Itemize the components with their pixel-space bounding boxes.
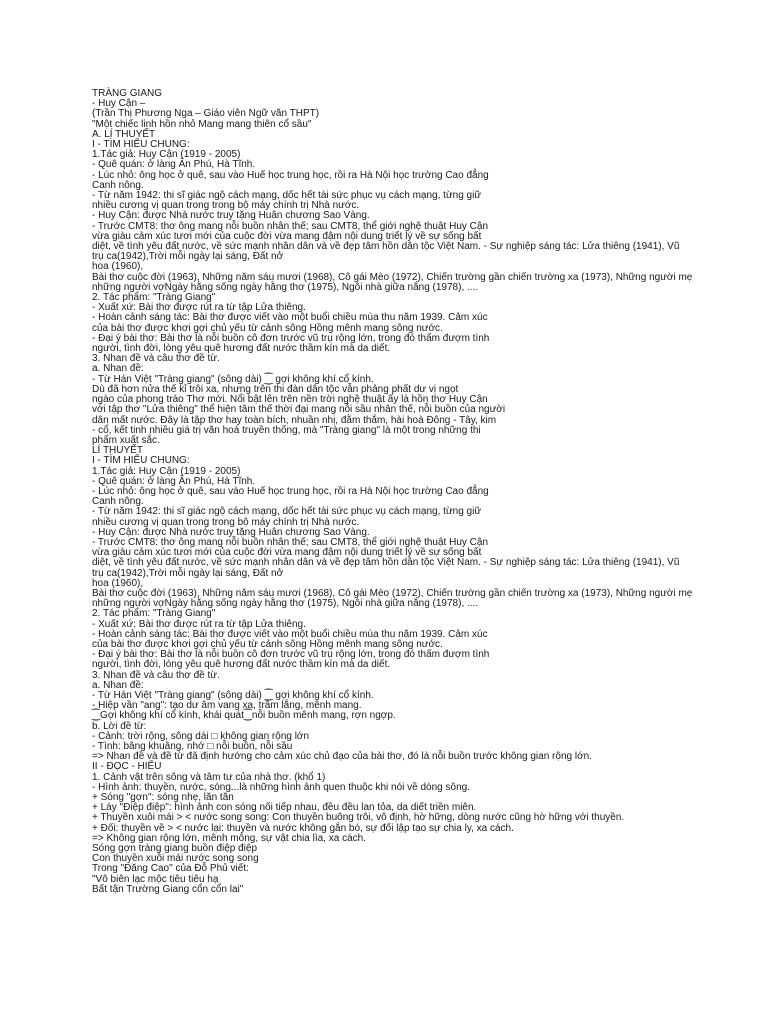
text-line: => Không gian rộng lớn, mênh mông, sự vật chia lìa, xa cách. [92, 832, 366, 844]
text-line: - Hiệp vần "ang": tạo dư âm vang xa, trầm lắng, mênh mang. [92, 700, 362, 712]
text-line: Canh nông. [92, 496, 144, 508]
text-line: Dù đã hơn nửa thế kỉ trôi xa, nhưng trên thi đàn dân tộc vẫn phảng phất dư vị ngọt [92, 383, 459, 395]
text-line: người, tình đời, lòng yêu quê hương đất nước thầm kín mà da diết. [92, 343, 391, 355]
text-line: ngào của phong trào Thơ mới. Nổi bật lên trên nền trời nghệ thuật ấy là hồn thơ Huy Cận [92, 394, 488, 406]
text-line: của bài thơ được khơi gợi chủ yếu từ cảnh sông Hồng mênh mang sông nước. [92, 322, 443, 334]
text-line: a. Nhan đề: [92, 363, 144, 375]
document-body [92, 89, 752, 895]
text-line: hoa (1960), [92, 577, 144, 589]
text-line: với tập thơ "Lửa thiêng" thể hiện tâm thế thời đại mang nỗi sầu nhân thế, nỗi buồn của người [92, 404, 506, 416]
text-line: người, tình đời, lòng yêu quê hương đất nước thầm kín mà da diết. [92, 659, 391, 671]
text-line: - Hoàn cảnh sáng tác: Bài thơ được viết vào một buổi chiều mùa thu năm 1939. Cảm xúc [92, 628, 488, 640]
text-line: 3. Nhan đề và câu thơ đề từ. [92, 353, 220, 365]
text-line: - Đại ý bài thơ: Bài thơ là nỗi buồn cô đơn trước vũ trụ rộng lớn, trong đó thấm đượm tình [92, 332, 490, 344]
text-line: nhiều cương vị quan trong trong bộ máy chính trị Nhà nước. [92, 200, 360, 212]
text-line: - Tình: bâng khuâng, nhớ □ nỗi buồn, nỗi sầu [92, 741, 293, 752]
text-line: => Nhan đề và đề từ đã định hướng cho cảm xúc chủ đạo của bài thơ, đó là nỗi buồn trước không gian rộng lớn. [92, 751, 592, 763]
text-line: Bài thơ cuộc đời (1963), Những năm sáu mươi (1968), Cô gái Mèo (1972), Chiến trường gần chiến trường xa (1973), Những người mẹ [92, 587, 693, 599]
text-line: - Xuất xứ: Bài thơ được rút ra từ tập Lửa thiêng. [92, 618, 306, 630]
text-line: nhiều cương vị quan trong trong bộ máy chính trị Nhà nước. [92, 516, 360, 528]
text-line: "Vô biên lạc mộc tiêu tiêu hạ [92, 873, 219, 885]
text-line: - Xuất xứ: Bài thơ được rút ra từ tập Lửa thiêng. [92, 302, 306, 314]
text-line: diệt, về tình yêu đất nước, về sức mạnh nhân dân và về đẹp tâm hồn dân tộc Việt Nam. - Sự nghiệp sáng tác: Lửa thiêng (1941), Vũ [92, 557, 680, 569]
text-line: Bài thơ cuộc đời (1963), Những năm sáu mươi (1968), Cô gái Mèo (1972), Chiến trường gần chiến trường xa (1973), Những người mẹ [92, 271, 693, 283]
text-line: - Huy Cận: được Nhà nước truy tặng Huân chương Sao Vàng. [92, 526, 370, 538]
text-line: + Láy "Điệp điệp": hình ảnh con sóng nối tiếp nhau, đều đều lan tỏa, da diết triền miên. [92, 802, 477, 814]
text-line: vừa giàu cảm xúc tươi mới của cuộc đời vừa mang đậm nội dung triết lý về sự sống bất [92, 547, 482, 559]
text-line: + Đối: thuyền về > < nước lại: thuyền và nước không gắn bó, sự đối lập tạo sự chia ly, xa cách. [92, 822, 514, 834]
text-line: phẩm xuất sắc. [92, 434, 160, 446]
text-line: trụ ca(1942),Trời mỗi ngày lại sáng, Đất nở [92, 567, 284, 579]
text-line: - Từ năm 1942: thi sĩ giác ngộ cách mạng, dốc hết tài sức phục vụ cách mạng, từng giữ [92, 506, 482, 518]
text-line: - Hình ảnh: thuyền, nước, sóng...là những hình ảnh quen thuộc khi nói về dòng sông. [92, 781, 470, 793]
text-line: 1.Tác giả: Huy Cận (1919 - 2005) [92, 465, 241, 477]
text-line: a. Nhan đề: [92, 679, 144, 691]
text-line: LÍ THUYẾT [92, 445, 143, 457]
text-line: + Thuyền xuôi mái > < nước song song: Con thuyền buông trôi, vô định, hờ hững, dòng nước cũng hờ hững với thuyền. [92, 812, 625, 824]
text-line: Bất tận Trường Giang cổn cổn lai" [92, 883, 244, 895]
text-line: - Quê quán: ở làng Ân Phú, Hà Tĩnh. [92, 159, 256, 171]
text-line: 2. Tác phẩm: "Tràng Giang" [92, 608, 216, 620]
text-line: - Trước CMT8: thơ ông mang nỗi buồn nhân thế; sau CMT8, thể giới nghệ thuật Huy Cận [92, 220, 489, 232]
text-line: - Huy Cận: được Nhà nước truy tặng Huân chương Sao Vàng. [92, 210, 370, 222]
text-line: TRÀNG GIANG [92, 88, 163, 99]
text-line: - Hoàn cảnh sáng tác: Bài thơ được viết vào một buổi chiều mùa thu năm 1939. Cảm xúc [92, 312, 488, 324]
text-line: - Quê quán: ở làng Ân Phú, Hà Tĩnh. [92, 475, 256, 487]
text-line: Sóng gợn tràng giang buồn điệp điệp [92, 843, 258, 855]
text-line: 3. Nhan đề và câu thơ đề từ. [92, 669, 220, 681]
text-line: + Sóng "gợn": sóng nhẹ, lăn tăn [92, 792, 234, 804]
text-line: những người vợNgày hằng sống ngày hằng thơ (1975), Ngôi nhà giữa nắng (1978), .... [92, 598, 479, 610]
text-line: - Lúc nhỏ: ông học ở quê, sau vào Huế học trung học, rồi ra Hà Nội học trường Cao đẳng [92, 169, 489, 181]
text-line: diệt, về tình yêu đất nước, về sức mạnh nhân dân và về đẹp tâm hồn dân tộc Việt Nam. - Sự nghiệp sáng tác: Lửa thiêng (1941), Vũ [92, 241, 680, 253]
text-line: trụ ca(1942),Trời mỗi ngày lại sáng, Đất nở [92, 251, 284, 263]
text-line: "Một chiếc linh hồn nhỏ Mang mang thiên cổ sầu" [92, 118, 312, 130]
text-line: b. Lời đề từ: [92, 720, 147, 732]
text-line: II - ĐỌC - HIỂU [92, 761, 162, 773]
text-line: những người vợNgày hằng sống ngày hằng thơ (1975), Ngôi nhà giữa nắng (1978), .... [92, 281, 479, 293]
text-line: Con thuyền xuôi mái nước song song [92, 853, 259, 865]
text-line: 1. Cảnh vật trên sông và tâm tư của nhà thơ. (khổ 1) [92, 771, 326, 783]
text-line: Canh nông. [92, 179, 144, 191]
text-line: 1.Tác giả: Huy Cận (1919 - 2005) [92, 149, 241, 161]
text-line: I - TÌM HIỂU CHUNG: [92, 139, 190, 151]
text-line: - Từ Hán Việt "Tràng giang" (sông dài) ⁐ gợi không khí cổ kính. [92, 689, 374, 701]
text-line: - Huy Cận – [92, 98, 146, 110]
text-line: - Đại ý bài thơ: Bài thơ là nỗi buồn cô đơn trước vũ trụ rộng lớn, trong đó thấm đượm tình [92, 649, 490, 661]
text-line: A. LÍ THUYẾT [92, 128, 156, 140]
text-line: I - TÌM HIỂU CHUNG: [92, 455, 190, 467]
text-line: - cổ, kết tinh nhiều giá trị văn hoá truyền thống, mà "Tràng giang" là một trong những thi [92, 424, 481, 436]
text-line: - Lúc nhỏ: ông học ở quê, sau vào Huế học trung học, rồi ra Hà Nội học trường Cao đẳng [92, 485, 489, 497]
text-line: của bài thơ được khơi gợi chủ yếu từ cảnh sông Hồng mênh mang sông nước. [92, 638, 443, 650]
text-line: ⁐Gợi không khí cổ kính, khái quát⁐nỗi buồn mênh mang, rợn ngợp. [92, 710, 396, 722]
text-line: hoa (1960), [92, 261, 144, 273]
text-line: 2. Tác phẩm: "Tràng Giang" [92, 292, 216, 304]
text-line: - Trước CMT8: thơ ông mang nỗi buồn nhân thế; sau CMT8, thể giới nghệ thuật Huy Cận [92, 536, 489, 548]
text-line: Trong "Đăng Cao" của Đỗ Phủ viết: [92, 863, 249, 875]
text-line: - Cảnh: trời rộng, sông dài □ không gian rộng lớn [92, 730, 310, 742]
text-line: - Từ Hán Việt "Tràng giang" (sông dài) ⁐ gợi không khí cổ kính. [92, 373, 374, 385]
text-line: vừa giàu cảm xúc tươi mới của cuộc đời vừa mang đậm nội dung triết lý về sự sống bất [92, 230, 482, 242]
text-line: dân mất nước. Đây là tập thơ hay toàn bích, nhuần nhị, đằm thắm, hài hoà Đông - Tây, kim [92, 414, 497, 426]
text-line: (Trần Thị Phương Nga – Giáo viên Ngữ văn THPT) [92, 108, 320, 120]
text-line: - Từ năm 1942: thi sĩ giác ngộ cách mạng, dốc hết tài sức phục vụ cách mạng, từng giữ [92, 190, 482, 202]
